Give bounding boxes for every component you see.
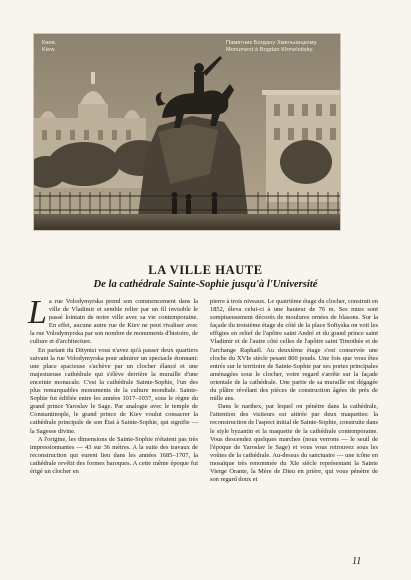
paragraph: A l'origine, les dimensions de Sainte-Sophie n'étaient pas très impressionnantes — 43 sur 36 mètres. A la suite des travaux de reconstruction qui eurent lieu dans les années 1685–1707, la cathédrale revêtit des formes baroques. A cette même époque fut érigé un clocher en xyxy=(30,435,198,475)
caption-left-line: Киев. xyxy=(42,40,57,46)
paragraph: En partant du Dityntsi vous n'avez qu'à passer deux quartiers suivant la rue Volodymyrska pour admirer un spectacle étonnant: une place spacieuse s'achève par un clocher élancé et une majestueuse cathédrale qui s'élève derrière la muraille d'une enceinte monacale. C'est la cathédrale Sainte-Sophie, l'un des plus remarquables monuments de la culture mondiale. Sainte-Sophie fut édifiée entre les années 1017–1037, sous le règne du grand prince Yaroslav le Sage. Par analogie avec le temple de Constantinople, le grand prince de Kiev voulut consacrer la cathédrale principale de son État à Sainte-Sophie, qui signifie — la Sagesse divine. xyxy=(30,346,198,435)
paragraph: pierre à trois niveaux. Le quatrième étage du clocher, construit en 1852, éleva celui-ci à une hauteur de 76 m. Ses murs sont somptueusement décorés de moulures ornées de blasons. Sur la façade du troisième étage du côté de la place Sofiyska on voit les effigies en relief de l'apôtre saint André et du grand prince saint Vladimir et de l'autre côté celles de l'apôtre saint Timothée et de l'archange Raphaël. Au deuxième étage s'est conservée une cloche du XVIe siècle pesant 800 pouds. Une fois que vous êtes entrés sur le territoire de Sainte-Sophie par ses portes principales aménagées sous le clocher, votre regard s'arrête sur la façade orientale de la cathédrale. Une partie de sa muraille est dégagée du plâtre révélant des pièces de construction âgées de près de mille ans. xyxy=(210,298,378,403)
khmelnitsky-monument-illustration xyxy=(34,34,340,230)
paragraph-text: a rue Volodymyrska prend son commencement dans la ville de Vladimir et semble relier par un fil invisible le passé lointain de notre ville avec sa vie contemporaine. En effet, aucune autre rue de Kiev ne peut rivaliser avec la rue Volodymyrska par son nombre de monuments d'histoire, de culture et d'architecture. xyxy=(30,298,198,346)
monument-photo xyxy=(34,34,340,230)
photo-caption-right xyxy=(226,40,318,54)
caption-right-line: Monument à Bogdan Khmelnitsky. xyxy=(226,46,314,53)
paragraph xyxy=(28,294,198,347)
text-column-right xyxy=(210,298,378,484)
section-subtitle: De la cathédrale Sainte-Sophie jusqu'à l'Université xyxy=(93,279,318,290)
caption-left-line: Kiew. xyxy=(42,46,56,53)
text-column-left xyxy=(28,294,198,476)
photo-caption-left xyxy=(42,40,57,54)
paragraph: Dans le narthex, par lequel on pénètre dans la cathédrale, l'attention des visiteurs est attirée par deux maquettes: la reconstruction de l'aspect initial de Sainte-Sophie, construite dans le style byzantin et la maquette de la cathédrale contemporaine. Vous descendez quelques marches (nous verrons — le seuil de l'époque de Yaroslav le Sage) et vous vous retrouvez sous les voûtes de la cathédrale. Au-dessus du sanctuaire — une icône en mosaïque très renommée du XIe siècle représentant la Sainte Vierge Orante, la Mère de Dieu en prière, qui vous pénètre de son regard doux et xyxy=(210,403,378,484)
section-title: LA VILLE HAUTE xyxy=(148,263,263,277)
drop-cap: L xyxy=(28,294,47,331)
page-number: 11 xyxy=(352,556,362,567)
caption-right-line: Памятник Богдану Хмельницкому. xyxy=(226,40,318,46)
